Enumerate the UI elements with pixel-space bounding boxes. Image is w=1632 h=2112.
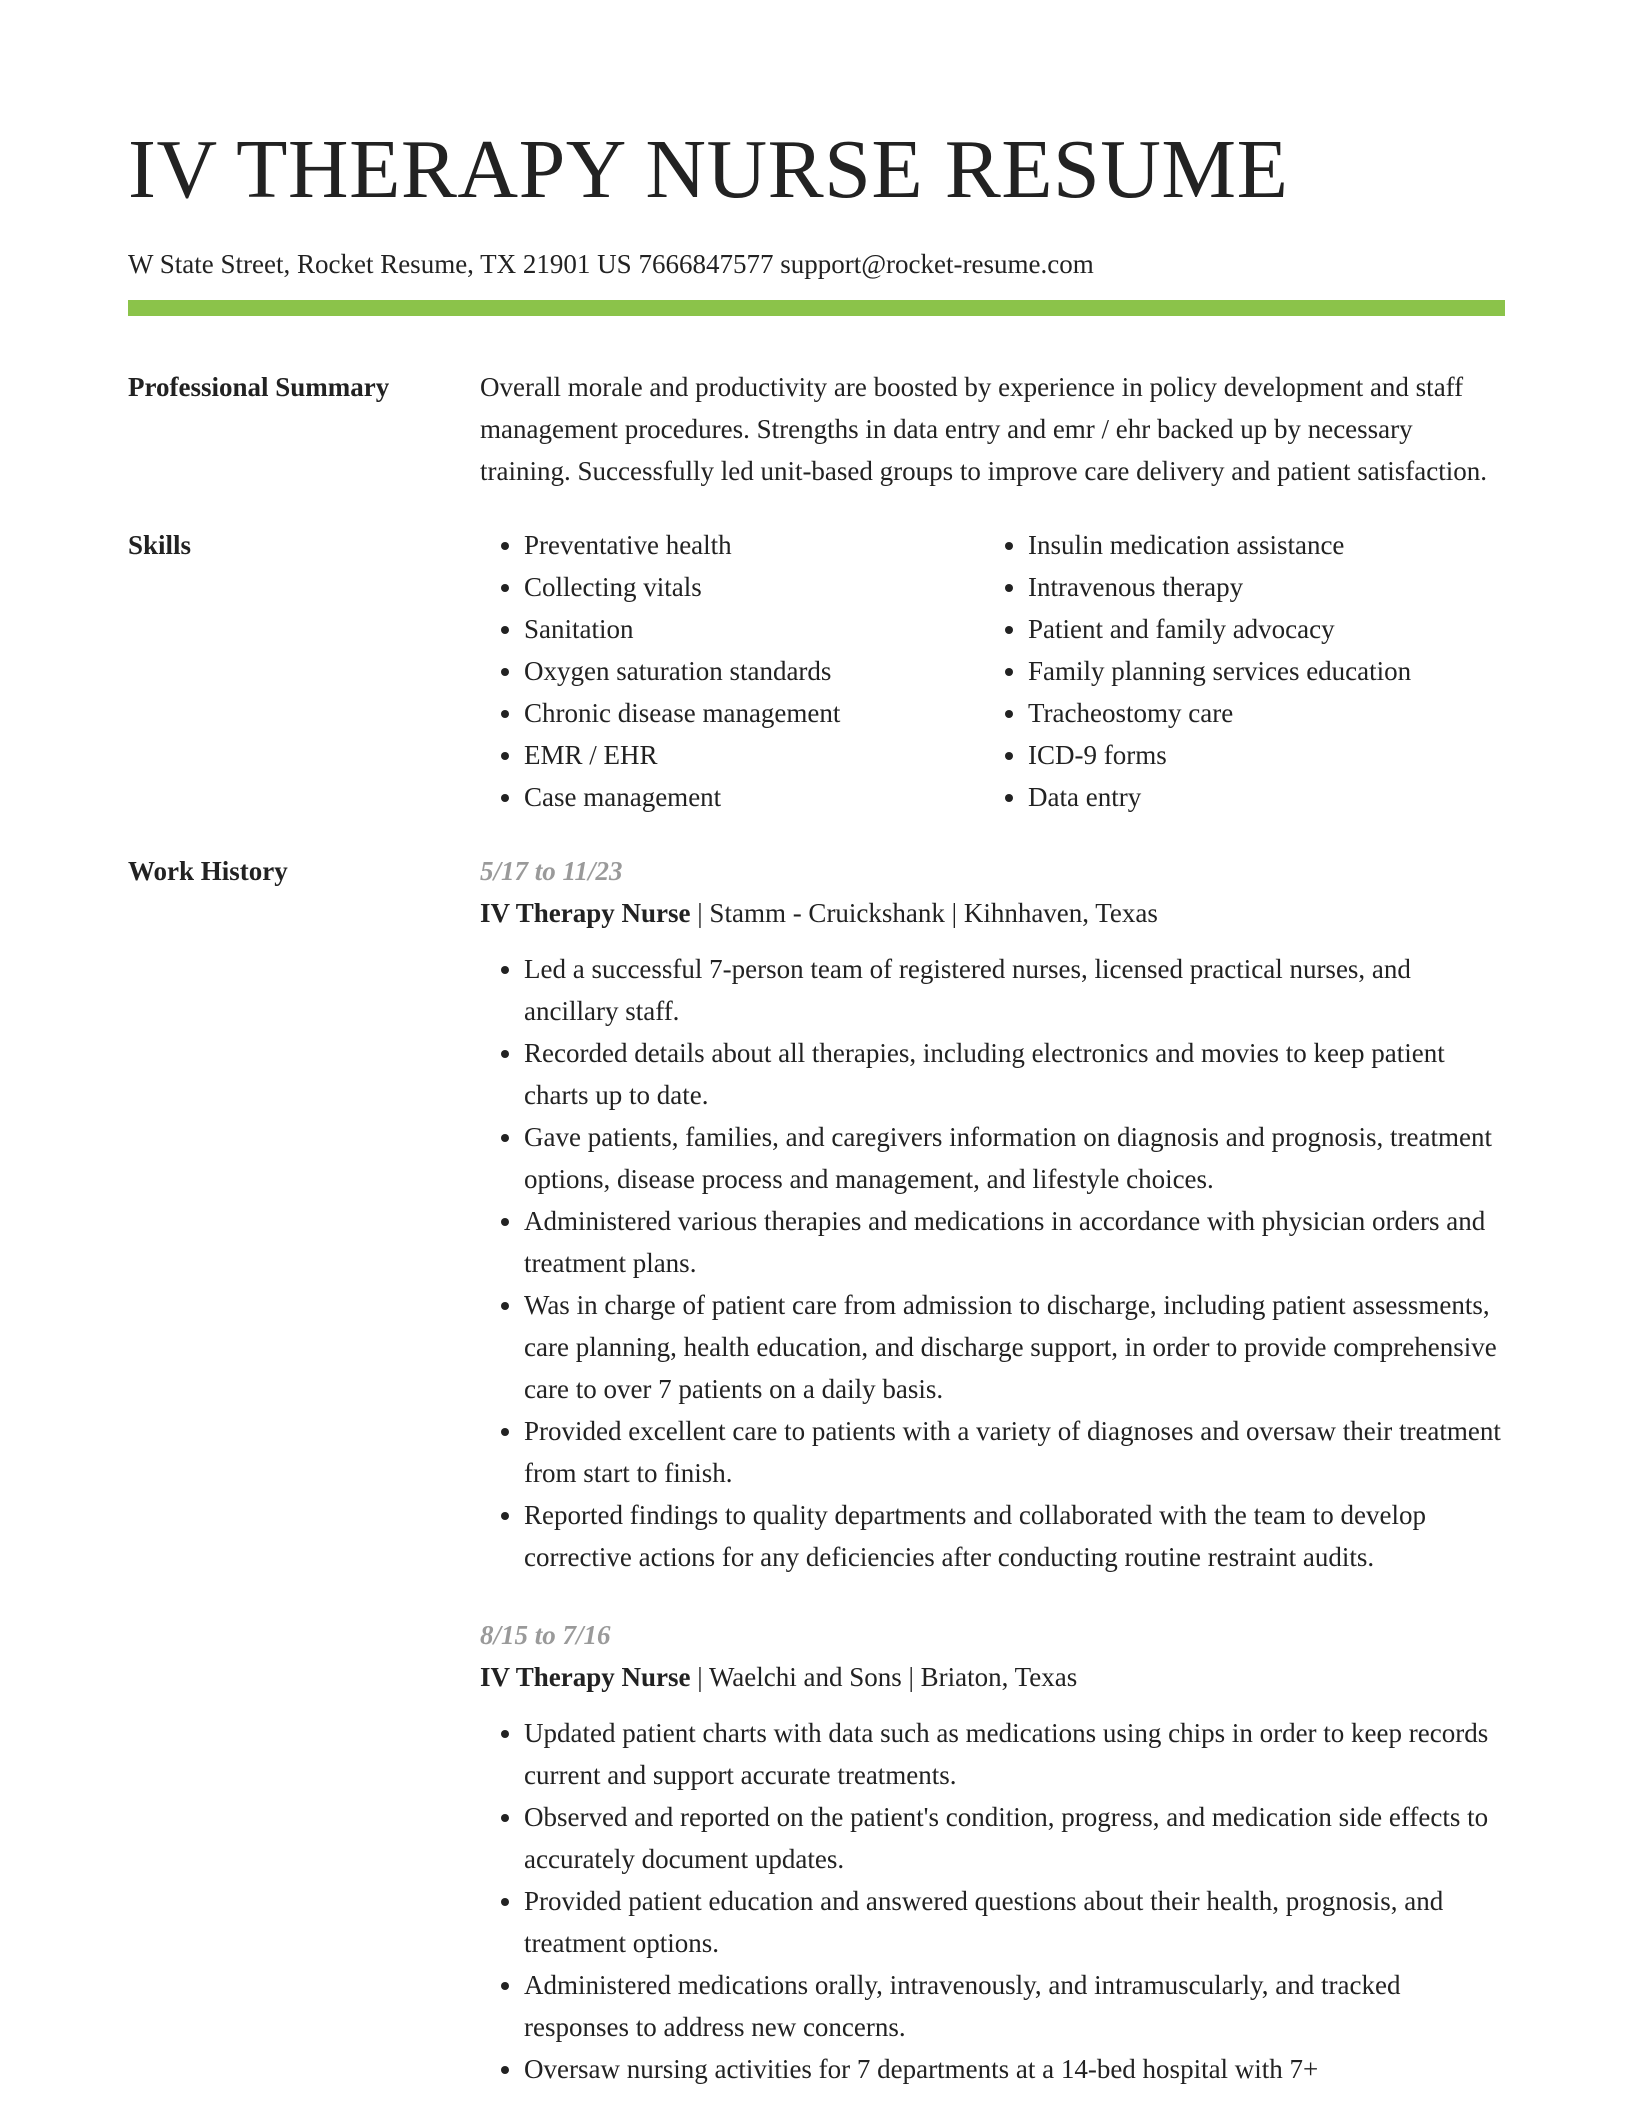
skill-item: • Oxygen saturation standards <box>524 650 984 692</box>
skill-item: • Case management <box>524 776 984 818</box>
skills-column-left <box>480 524 984 818</box>
skills-section <box>128 524 1505 818</box>
job-bullet: • Administered medications orally, intravenously, and intramuscularly, and tracked responses to address new concerns. <box>524 1964 1505 2048</box>
job-heading <box>480 892 1505 934</box>
job-bullet: • Oversaw nursing activities for 7 departments at a 14-bed hospital with 7+ <box>524 2048 1505 2090</box>
job-entry <box>480 850 1505 1578</box>
work-history-section <box>128 850 1505 2090</box>
skill-item: • Insulin medication assistance <box>1028 524 1488 566</box>
job-bullet: • Observed and reported on the patient's condition, progress, and medication side effects to accurately document updates. <box>524 1796 1505 1880</box>
contact-line: W State Street, Rocket Resume, TX 21901 US 7666847577 support@rocket-resume.com <box>128 249 1094 279</box>
job-details: | Stamm - Cruickshank | Kihnhaven, Texas <box>690 898 1158 928</box>
job-bullet: • Provided excellent care to patients with a variety of diagnoses and oversaw their treatment from start to finish. <box>524 1410 1505 1494</box>
job-bullet: • Gave patients, families, and caregivers information on diagnosis and prognosis, treatment options, disease process and management, and lifestyle choices. <box>524 1116 1505 1200</box>
skills-column-right <box>984 524 1488 818</box>
job-details: | Waelchi and Sons | Briaton, Texas <box>690 1662 1078 1692</box>
job-entry <box>480 1614 1505 2090</box>
job-bullet: • Provided patient education and answered questions about their health, prognosis, and treatment options. <box>524 1880 1505 1964</box>
job-bullet: • Was in charge of patient care from admission to discharge, including patient assessments, care planning, health education, and discharge support, in order to provide comprehensive care to over 7 patients on a daily basis. <box>524 1284 1505 1410</box>
summary-text: Overall morale and productivity are boosted by experience in policy development and staff management procedures. Strengths in data entry and emr / ehr backed up by necessary training. Successfully led unit-based groups to improve care delivery and patient satisfaction. <box>480 372 1487 486</box>
job-dates: 5/17 to 11/23 <box>480 856 623 886</box>
skill-item: • Sanitation <box>524 608 984 650</box>
job-title: IV Therapy Nurse <box>480 898 691 928</box>
skill-item: • Data entry <box>1028 776 1488 818</box>
skill-item: • ICD-9 forms <box>1028 734 1488 776</box>
accent-divider <box>128 300 1505 316</box>
job-dates: 8/15 to 7/16 <box>480 1620 611 1650</box>
job-bullets <box>480 1712 1505 2090</box>
section-title-work-history: Work History <box>128 856 288 886</box>
job-bullet: • Administered various therapies and medications in accordance with physician orders and treatment plans. <box>524 1200 1505 1284</box>
skill-item: • Collecting vitals <box>524 566 984 608</box>
skills-grid <box>480 524 1505 818</box>
skill-item: • Family planning services education <box>1028 650 1488 692</box>
resume-page <box>128 0 1505 2090</box>
skill-item: • Chronic disease management <box>524 692 984 734</box>
job-bullet: • Reported findings to quality departments and collaborated with the team to develop corrective actions for any deficiencies after conducting routine restraint audits. <box>524 1494 1505 1578</box>
job-heading <box>480 1656 1505 1698</box>
skill-item: • Intravenous therapy <box>1028 566 1488 608</box>
job-title: IV Therapy Nurse <box>480 1662 691 1692</box>
job-bullet: • Recorded details about all therapies, including electronics and movies to keep patient charts up to date. <box>524 1032 1505 1116</box>
section-title-skills: Skills <box>128 530 192 560</box>
skill-item: • Preventative health <box>524 524 984 566</box>
job-bullet: • Updated patient charts with data such as medications using chips in order to keep records current and support accurate treatments. <box>524 1712 1505 1796</box>
skill-item: • Tracheostomy care <box>1028 692 1488 734</box>
section-title-summary: Professional Summary <box>128 372 390 402</box>
skill-item: • EMR / EHR <box>524 734 984 776</box>
resume-title: IV THERAPY NURSE RESUME <box>128 123 1289 216</box>
professional-summary-section <box>128 366 1505 492</box>
skill-item: • Patient and family advocacy <box>1028 608 1488 650</box>
job-bullet: • Led a successful 7-person team of registered nurses, licensed practical nurses, and ancillary staff. <box>524 948 1505 1032</box>
job-bullets <box>480 948 1505 1578</box>
